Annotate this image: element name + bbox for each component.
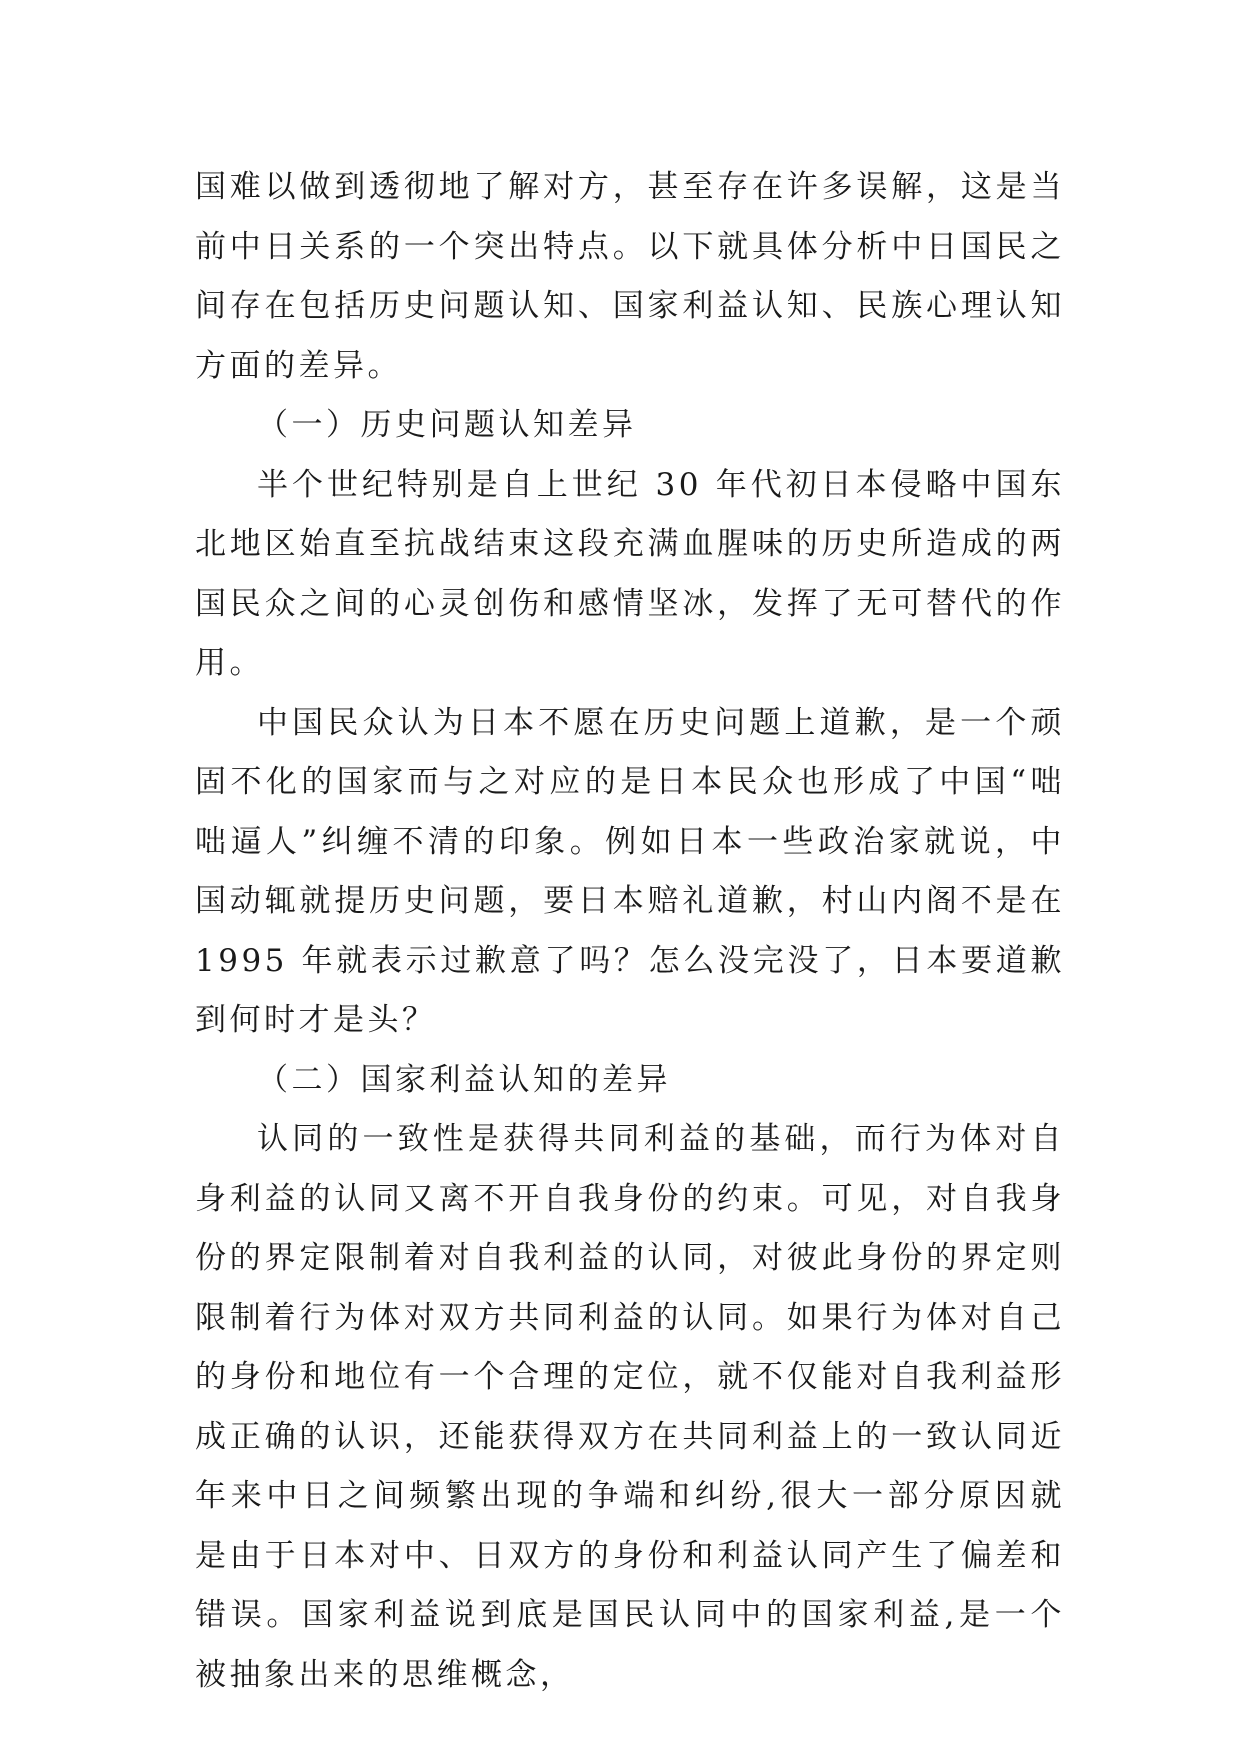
section-heading-history: （一）历史问题认知差异: [257, 407, 637, 443]
paragraph-history-background: 半个世纪特别是自上世纪 30 年代初日本侵略中国东北地区始直至抗战结束这段充满血腥味的历史所造成的两国民众之间的心灵创伤和感情坚冰，发挥了无可替代的作用。: [195, 466, 1065, 681]
section-heading-national-interest: （二）国家利益认知的差异: [257, 1061, 671, 1098]
document-body: [195, 158, 1065, 1705]
paragraph-history-perception: 中国民众认为日本不愿在历史问题上道歉，是一个顽固不化的国家而与之对应的是日本民众也形成了中国“咄咄逼人”纠缠不清的印象。例如日本一些政治家就说，中国动辄就提历史问题，要日本赔礼道歉，村山内阁不是在 1995 年就表示过歉意了吗？怎么没完没了，日本要道歉到何时才是头？: [195, 704, 1065, 1038]
paragraph-national-interest: 认同的一致性是获得共同利益的基础，而行为体对自身利益的认同又离不开自我身份的约束。可见，对自我身份的界定限制着对自我利益的认同，对彼此身份的界定则限制着行为体对双方共同利益的认同。如果行为体对自己的身份和地位有一个合理的定位，就不仅能对自我利益形成正确的认识，还能获得双方在共同利益上的一致认同近年来中日之间频繁出现的争端和纠纷,很大一部分原因就是由于日本对中、日双方的身份和利益认同产生了偏差和错误。国家利益说到底是国民认同中的国家利益,是一个被抽象出来的思维概念，: [195, 1121, 1065, 1693]
paragraph-continuation: 国难以做到透彻地了解对方，甚至存在许多误解，这是当前中日关系的一个突出特点。以下就具体分析中日国民之间存在包括历史问题认知、国家利益认知、民族心理认知方面的差异。: [195, 169, 1065, 384]
